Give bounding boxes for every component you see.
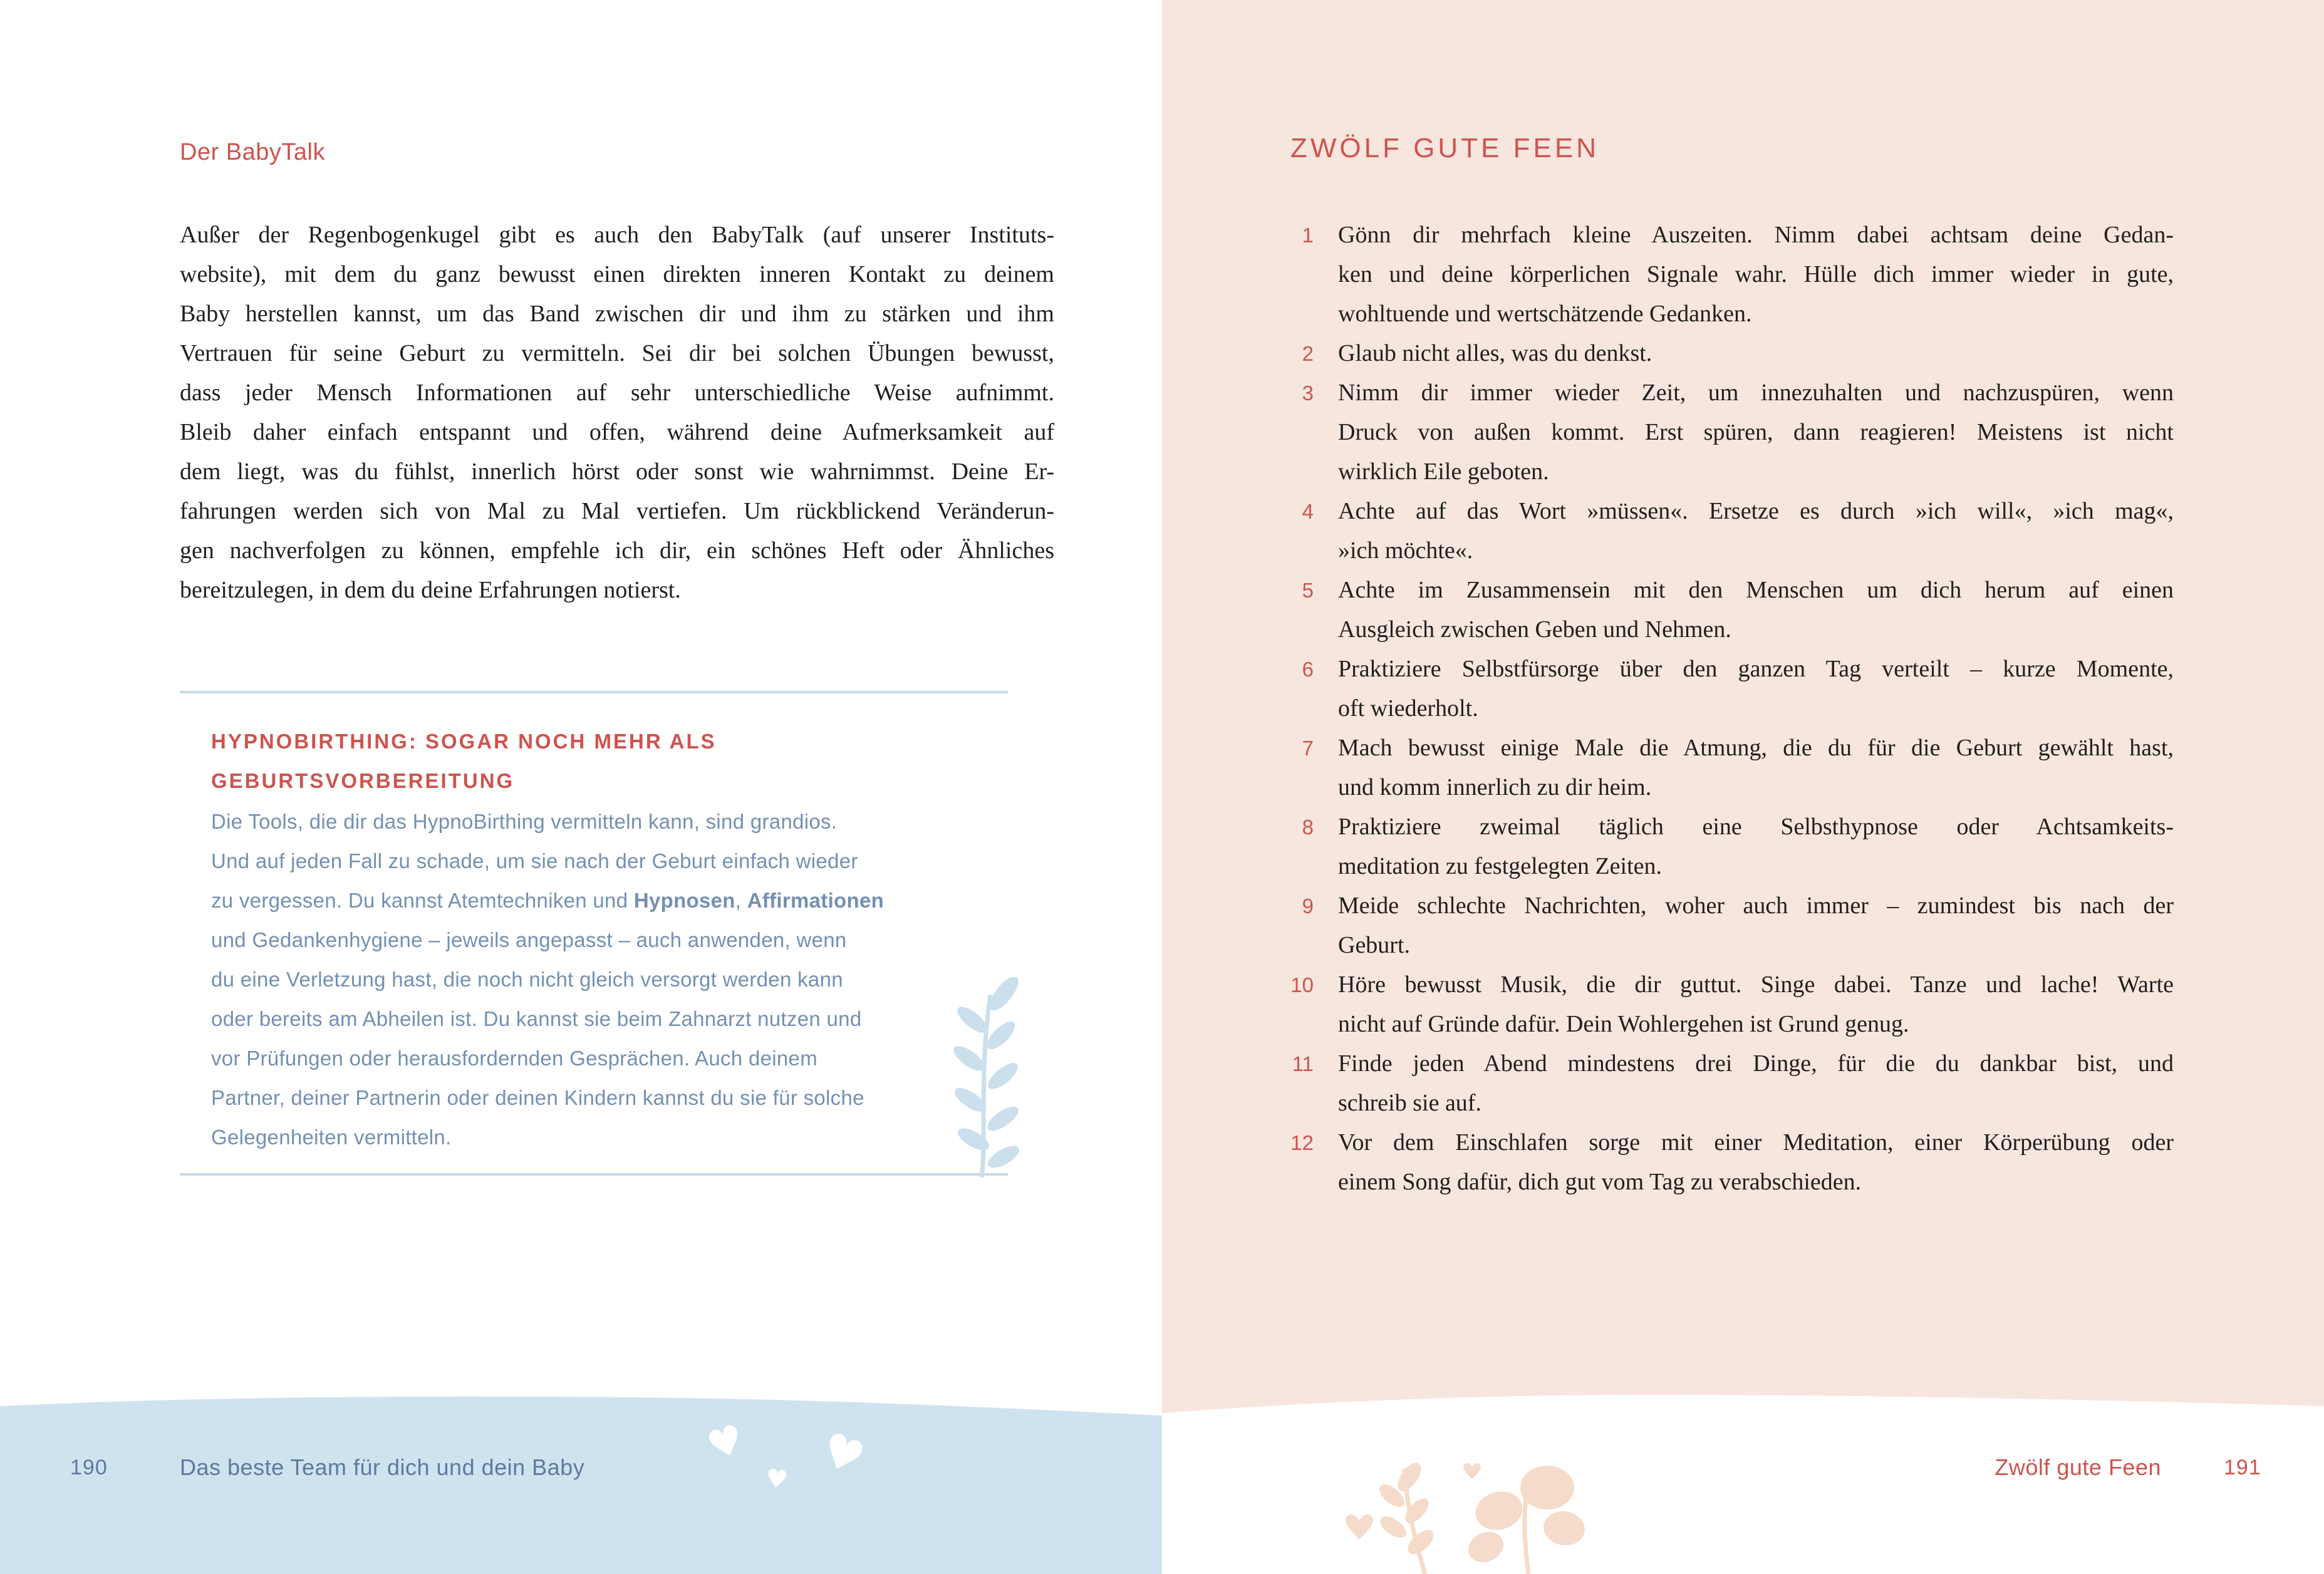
box-body-line: du eine Verletzung hast, die noch nicht gleich versorgt werden kann <box>211 968 843 991</box>
list-item-number: 9 <box>1302 894 1314 918</box>
box-body-line: und Gedankenhygiene – jeweils angepasst – auch anwenden, wenn <box>211 928 847 951</box>
list-item-number: 2 <box>1302 342 1314 365</box>
paragraph-line: gen nachverfolgen zu können, empfehle ich dir, ein schönes Heft oder Ähnliches <box>180 537 1054 564</box>
list-item-number: 8 <box>1302 815 1314 839</box>
list-item <box>1284 334 2174 373</box>
box-heading-line: GEBURTSVORBEREITUNG <box>211 769 515 792</box>
leaf-branch-icon <box>943 977 1027 1178</box>
list-item <box>1284 373 2174 492</box>
list-item-number: 4 <box>1302 500 1314 523</box>
paragraph-line: website), mit dem du ganz bewusst einen direkten inneren Kontakt zu deinem <box>180 261 1054 287</box>
list-item-number: 3 <box>1302 381 1314 405</box>
box-body <box>211 802 969 1157</box>
list-item <box>1284 965 2174 1044</box>
paragraph-line: fahrungen werden sich von Mal zu Mal vertiefen. Um rückblickend Veränderun- <box>180 498 1054 524</box>
box-body-line: Und auf jeden Fall zu schade, um sie nach der Geburt einfach wieder <box>211 849 858 872</box>
paragraph-line: Bleib daher einfach entspannt und offen, während deine Aufmerksamkeit auf <box>180 419 1054 445</box>
list-item-text: Höre bewusst Musik, die dir guttut. Singe dabei. Tanze und lache! Warte nicht auf Gründe dafür. Dein Wohlergehen ist Grund genug. <box>1338 971 2174 1037</box>
list-item-text: Vor dem Einschlafen sorge mit einer Meditation, einer Körperübung oder einem Song dafür, dich gut vom Tag zu verabschieden. <box>1338 1129 2174 1195</box>
page-number-left: 190 <box>70 1456 108 1479</box>
list-item-number: 12 <box>1290 1131 1314 1154</box>
heart-icon: ♥ <box>763 1463 790 1496</box>
list-item-text: Meide schlechte Nachrichten, woher auch immer – zumindest bis nach der Geburt. <box>1338 893 2174 958</box>
list-item-text: Gönn dir mehrfach kleine Auszeiten. Nimm dabei achtsam deine Gedan- ken und deine körperlichen Signale wahr. Hülle dich immer wieder in gute, wohltuende und wertschätzende Gedanken. <box>1338 222 2174 327</box>
list-item-text: Achte im Zusammensein mit den Menschen um dich herum auf einen Ausgleich zwischen Geben und Nehmen. <box>1338 577 2174 643</box>
heart-icon: ♥ <box>701 1415 750 1471</box>
box-body-line: Gelegenheiten vermitteln. <box>211 1126 452 1149</box>
list-item <box>1284 571 2174 650</box>
list-item-number: 10 <box>1290 973 1314 997</box>
box-body-line: oder bereits am Abheilen ist. Du kannst sie beim Zahnarzt nutzen und <box>211 1007 862 1030</box>
list-item <box>1284 728 2174 807</box>
list-item <box>1284 886 2174 965</box>
box-body-line: Partner, deiner Partnerin oder deinen Kindern kannst du sie für solche <box>211 1086 864 1109</box>
list-item-text: Nimm dir immer wieder Zeit, um innezuhalten und nachzuspüren, wenn Druck von außen kommt. Erst spüren, dann reagieren! Meistens ist nicht wirklich Eile geboten. <box>1338 380 2174 485</box>
page-right <box>1162 0 2324 1574</box>
paragraph-line: dass jeder Mensch Informationen auf sehr unterschiedliche Weise aufnimmt. <box>180 380 1054 406</box>
box-heading <box>211 722 963 800</box>
fairy-list <box>1284 215 2174 1202</box>
running-title-right: Zwölf gute Feen <box>1995 1454 2161 1480</box>
list-item <box>1284 650 2174 728</box>
page-title: ZWÖLF GUTE FEEN <box>1290 133 1599 163</box>
section-kicker: Der BabyTalk <box>180 139 325 165</box>
paragraph-line: Baby herstellen kannst, um das Band zwischen dir und ihm zu stärken und ihm <box>180 301 1054 327</box>
paragraph-line: Vertrauen für seine Geburt zu vermitteln. Sei dir bei solchen Übungen bewusst, <box>180 340 1054 366</box>
box-heading-line: HYPNOBIRTHING: SOGAR NOCH MEHR ALS <box>211 730 717 753</box>
list-item <box>1284 1123 2174 1202</box>
box-rule-top <box>180 691 1008 693</box>
heart-icon: ♥ <box>813 1421 873 1488</box>
paragraph-line: Außer der Regenbogenkugel gibt es auch den BabyTalk (auf unserer Instituts- <box>180 222 1054 248</box>
running-title-left: Das beste Team für dich und dein Baby <box>180 1454 585 1480</box>
list-item-number: 1 <box>1302 224 1314 247</box>
list-item <box>1284 215 2174 334</box>
box-body-line: vor Prüfungen oder herausfordernden Gesprächen. Auch deinem <box>211 1047 817 1070</box>
page-number-right: 191 <box>2224 1456 2261 1479</box>
body-paragraph <box>180 215 1054 610</box>
list-item <box>1284 1044 2174 1123</box>
box-rule-bottom <box>180 1173 1008 1176</box>
box-body-line: Die Tools, die dir das HypnoBirthing vermitteln kann, sind grandios. <box>211 810 838 833</box>
list-item-text: Achte auf das Wort »müssen«. Ersetze es durch »ich will«, »ich mag«, »ich möchte«. <box>1338 498 2174 564</box>
list-item-number: 7 <box>1302 737 1314 760</box>
paragraph-line: bereitzulegen, in dem du deine Erfahrungen notierst. <box>180 577 681 603</box>
list-item-text: Glaub nicht alles, was du denkst. <box>1338 340 1652 366</box>
list-item-text: Finde jeden Abend mindestens drei Dinge, für die du dankbar bist, und schreib sie auf. <box>1338 1050 2174 1116</box>
paragraph-line: dem liegt, was du fühlst, innerlich hörst oder sonst wie wahrnimmst. Deine Er- <box>180 458 1054 485</box>
list-item <box>1284 492 2174 571</box>
list-item-text: Praktiziere Selbstfürsorge über den ganzen Tag verteilt – kurze Momente, oft wiederholt. <box>1338 656 2174 722</box>
list-item-text: Praktiziere zweimal täglich eine Selbsthypnose oder Achtsamkeits- meditation zu festgelegten Zeiten. <box>1338 814 2174 879</box>
box-body-line: zu vergessen. Du kannst Atemtechniken und Hypnosen, Affirmationen <box>211 889 884 912</box>
list-item-number: 5 <box>1302 579 1314 602</box>
list-item-number: 11 <box>1292 1052 1314 1075</box>
plant-sprigs-icon <box>1341 1459 1591 1574</box>
list-item-number: 6 <box>1302 658 1314 681</box>
list-item-text: Mach bewusst einige Male die Atmung, die du für die Geburt gewählt hast, und komm innerlich zu dir heim. <box>1338 735 2174 800</box>
list-item <box>1284 807 2174 886</box>
